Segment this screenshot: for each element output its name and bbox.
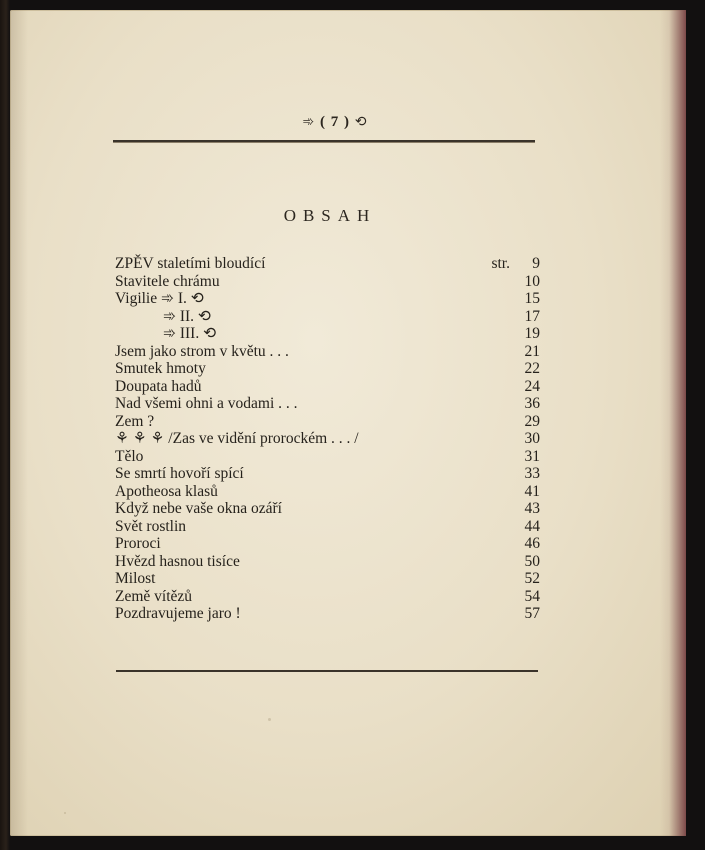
toc-entry-page: 41 <box>524 482 540 500</box>
toc-entry <box>115 430 540 448</box>
toc-entry-title: ZPĚV staletími bloudící <box>115 255 266 272</box>
toc-entry <box>115 588 540 606</box>
paper-speck <box>268 718 271 721</box>
toc-entry-title: Proroci <box>115 535 161 552</box>
toc-entry <box>115 500 540 518</box>
toc-entry <box>115 553 540 571</box>
table-of-contents <box>115 255 540 623</box>
toc-entry-page: 36 <box>524 395 540 412</box>
toc-entry <box>115 273 540 291</box>
page-number-header <box>280 114 390 131</box>
toc-entry <box>115 395 540 413</box>
toc-entry-title: Vigilie ➾ I. ⟲ <box>115 290 204 307</box>
toc-entry-page: 31 <box>524 447 540 465</box>
contents-heading: OBSAH <box>283 206 377 225</box>
toc-entry <box>115 308 540 326</box>
page-gutter-shadow <box>10 10 28 836</box>
toc-entry-title: Když nebe vaše okna ozáří <box>115 500 282 517</box>
toc-entry-title: Země vítězů <box>115 587 193 605</box>
toc-entry-title: Smutek hmoty <box>115 360 206 377</box>
toc-entry-title: ⚘ ⚘ ⚘ /Zas ve vidění prorockém . . . / <box>115 430 359 447</box>
left-ornament-icon: ➾ <box>302 115 316 130</box>
toc-entry-title: Tělo <box>115 447 144 465</box>
page-number: ( 7 ) <box>320 114 350 130</box>
toc-entry-page: 21 <box>524 342 540 360</box>
toc-entry <box>115 325 540 343</box>
toc-entry-page: 15 <box>524 290 540 307</box>
toc-entry-page: 50 <box>524 552 540 570</box>
toc-entry-title: Se smrtí hovoří spící <box>115 465 244 482</box>
header-rule <box>113 140 535 142</box>
toc-entry-page: 17 <box>524 307 540 325</box>
right-ornament-icon: ⟲ <box>354 115 368 130</box>
footer-rule <box>116 670 538 672</box>
toc-entry-title: Pozdravujeme jaro ! <box>115 605 241 622</box>
toc-entry-title: Nad všemi ohni a vodami . . . <box>115 395 298 412</box>
toc-entry-title: Hvězd hasnou tisíce <box>115 552 240 570</box>
toc-entry <box>115 570 540 588</box>
toc-entry <box>115 448 540 466</box>
toc-entry-title: ➾ III. ⟲ <box>163 325 217 342</box>
toc-entry-page: 9 <box>532 255 540 272</box>
toc-entry <box>115 518 540 536</box>
toc-entry <box>115 605 540 623</box>
toc-entry-page: 24 <box>524 377 540 395</box>
paper-speck <box>64 812 66 814</box>
toc-entry <box>115 465 540 483</box>
toc-entry <box>115 255 540 273</box>
toc-entry-title: Svět rostlin <box>115 517 187 535</box>
toc-entry-page: 33 <box>524 465 540 482</box>
toc-entry <box>115 378 540 396</box>
toc-entry-page: 22 <box>524 360 540 377</box>
toc-entry <box>115 483 540 501</box>
toc-entry-page: 46 <box>524 535 540 552</box>
toc-entry-title: ➾ II. ⟲ <box>163 307 211 325</box>
toc-entry-page: 43 <box>524 500 540 517</box>
toc-entry-title: Milost <box>115 570 156 587</box>
toc-entry-title: Zem ? <box>115 412 155 430</box>
toc-entry <box>115 343 540 361</box>
toc-entry <box>115 413 540 431</box>
toc-entry <box>115 360 540 378</box>
toc-entry-title: Jsem jako strom v květu . . . <box>115 342 289 360</box>
toc-entry-page: 52 <box>524 570 540 587</box>
toc-entry-title: Doupata hadů <box>115 377 202 395</box>
toc-entry-page: 30 <box>524 430 540 447</box>
toc-entry <box>115 535 540 553</box>
page-abbrev-label: str. <box>491 255 510 272</box>
toc-entry-title: Apotheosa klasů <box>115 482 218 500</box>
toc-entry-page: 44 <box>524 517 540 535</box>
toc-entry-title: Stavitele chrámu <box>115 272 220 290</box>
toc-entry-page: 54 <box>524 587 540 605</box>
toc-entry <box>115 290 540 308</box>
toc-entry-page: 29 <box>524 412 540 430</box>
toc-entry-page: 57 <box>524 605 540 622</box>
toc-entry-page: 10 <box>524 272 540 290</box>
toc-entry-page: 19 <box>524 325 540 342</box>
